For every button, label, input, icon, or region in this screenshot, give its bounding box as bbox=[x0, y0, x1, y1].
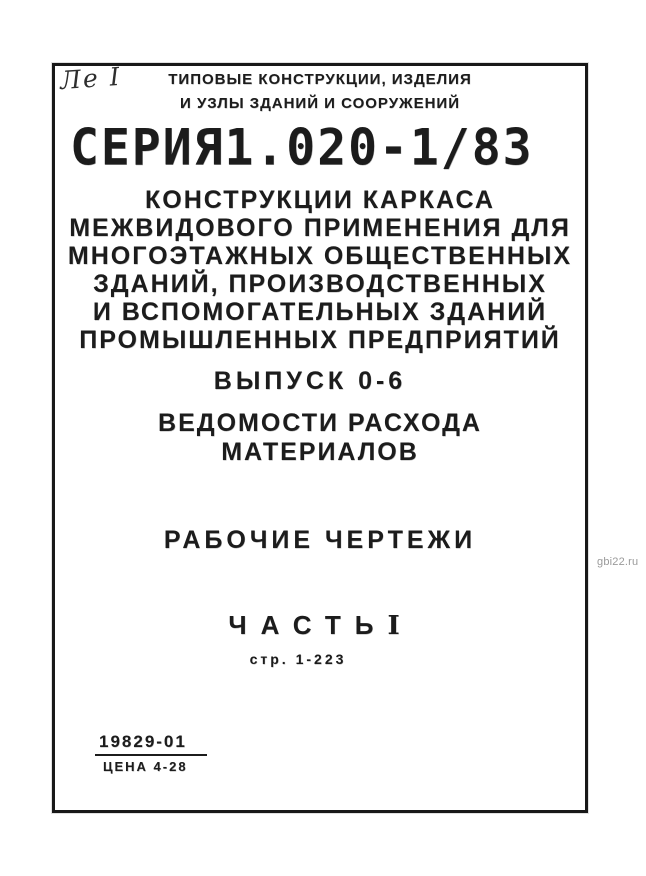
part-line bbox=[49, 610, 579, 641]
header-line-1: ТИПОВЫЕ КОНСТРУКЦИИ, ИЗДЕЛИЯ bbox=[168, 71, 472, 88]
title-line: ПРОМЫШЛЕННЫХ ПРЕДПРИЯТИЙ bbox=[79, 326, 561, 354]
subtitle-line: ВЕДОМОСТИ РАСХОДА bbox=[158, 409, 482, 437]
handwritten-mark-text: Ле I bbox=[59, 61, 123, 96]
series-number: 1.020-1/83 bbox=[224, 118, 534, 178]
doc-type-label: РАБОЧИЕ ЧЕРТЕЖИ bbox=[163, 526, 477, 554]
title-line: КОНСТРУКЦИИ КАРКАСА bbox=[145, 186, 495, 214]
part-numeral: I bbox=[387, 611, 400, 641]
price-label: ЦЕНА 4-28 bbox=[103, 759, 188, 774]
main-title bbox=[55, 186, 585, 354]
part-label: ЧАСТЬ bbox=[228, 610, 388, 640]
title-line: И ВСПОМОГАТЕЛЬНЫХ ЗДАНИЙ bbox=[92, 298, 548, 326]
series-label: СЕРИЯ bbox=[70, 118, 225, 178]
cover-border-frame bbox=[52, 63, 588, 813]
title-line: МЕЖВИДОВОГО ПРИМЕНЕНИЯ ДЛЯ bbox=[69, 214, 571, 242]
pages-range: стр. 1-223 bbox=[249, 651, 347, 667]
series-line bbox=[70, 119, 533, 177]
title-line: ЗДАНИЙ, ПРОИЗВОДСТВЕННЫХ bbox=[93, 270, 547, 298]
subtitle bbox=[55, 409, 585, 467]
site-watermark: gbi22.ru bbox=[597, 556, 639, 568]
header-line-2: И УЗЛЫ ЗДАНИЙ И СООРУЖЕНИЙ bbox=[180, 95, 460, 112]
title-line: МНОГОЭТАЖНЫХ ОБЩЕСТВЕННЫХ bbox=[67, 242, 573, 270]
issue-label: ВЫПУСК 0-6 bbox=[213, 367, 407, 395]
subtitle-line: МАТЕРИАЛОВ bbox=[221, 438, 419, 466]
catalog-number: 19829-01 bbox=[95, 732, 207, 756]
